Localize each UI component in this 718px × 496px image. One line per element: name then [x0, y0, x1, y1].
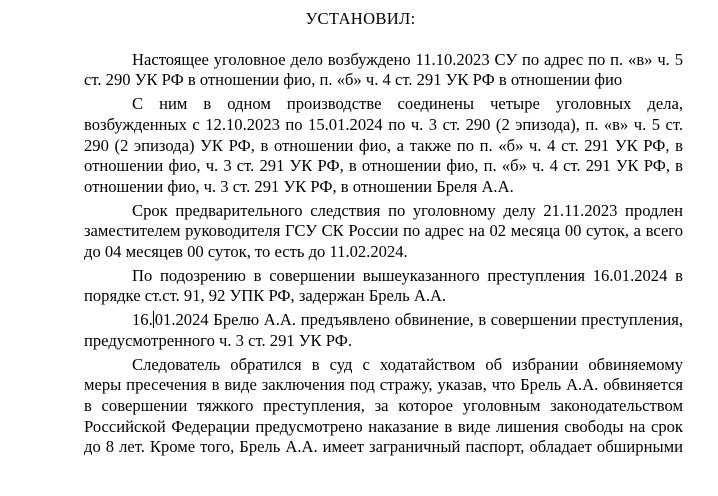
text-line: По подозрению в совершении вышеуказанного преступления 16.01.2024 в — [132, 265, 683, 285]
text-line: Настоящее уголовное дело возбуждено 11.10.2023 СУ по адрес по п. «в» ч. 5 — [132, 49, 683, 69]
text-line — [36, 310, 683, 331]
text-fragment: 16. — [132, 310, 153, 330]
paragraph-investigation-term — [36, 201, 683, 263]
text-line: заместителем руководителя ГСУ СК России по адрес на 02 месяца 00 суток, а всего — [84, 221, 683, 241]
text-line: возбужденных с 12.10.2023 по 15.01.2024 по ч. 3 ст. 290 (2 эпизода), п. «в» ч. 5 ст. — [84, 114, 683, 134]
text-line: ст. 290 УК РФ в отношении фио, п. «б» ч. 4 ст. 291 УК РФ в отношении фио — [84, 70, 623, 90]
text-line: предусмотренного ч. 3 ст. 291 УК РФ. — [84, 330, 352, 350]
text-line: порядке ст.ст. 91, 92 УПК РФ, задержан Брель А.А. — [84, 286, 447, 306]
text-line: Срок предварительного следствия по уголовному делу 21.11.2023 продлен — [132, 200, 683, 220]
text-line: меры пресечения в виде заключения под стражу, указав, что Брель А.А. обвиняется — [84, 375, 683, 395]
paragraph-detention — [36, 266, 683, 307]
text-line: до 04 месяцев 00 суток, то есть до 11.02.2024. — [84, 242, 408, 262]
paragraph-joined-cases — [36, 94, 683, 198]
text-line: 290 (2 эпизода) УК РФ, в отношении фио, а также по п. «б» ч. 4 ст. 291 УК РФ, в — [84, 135, 683, 155]
text-fragment: 01.2024 Брелю А.А. предъявлено обвинение, в совершении преступления, — [154, 310, 683, 330]
text-line: в совершении тяжкого преступления, за которое уголовным законодательством — [84, 395, 683, 415]
paragraph-case-initiation — [36, 50, 683, 91]
text-line: отношении фио, ч. 3 ст. 291 УК РФ, в отношении фио, п. «б» ч. 4 ст. 291 УК РФ, в — [84, 156, 683, 176]
section-heading: УСТАНОВИЛ: — [305, 9, 416, 28]
text-line: С ним в одном производстве соединены четыре уголовных дела, — [132, 94, 683, 114]
text-line: отношении фио, ч. 3 ст. 291 УК РФ, в отношении Бреля А.А. — [84, 176, 514, 196]
text-line: Российской Федерации предусмотрено наказание в виде лишения свободы на срок — [84, 416, 683, 436]
text-line: Следователь обратился в суд с ходатайством об избрании обвиняемому — [132, 354, 683, 374]
paragraph-petition — [36, 355, 683, 459]
paragraph-charge — [36, 310, 683, 351]
text-line: до 8 лет. Кроме того, Брель А.А. имеет заграничный паспорт, обладает обширными — [84, 437, 683, 457]
